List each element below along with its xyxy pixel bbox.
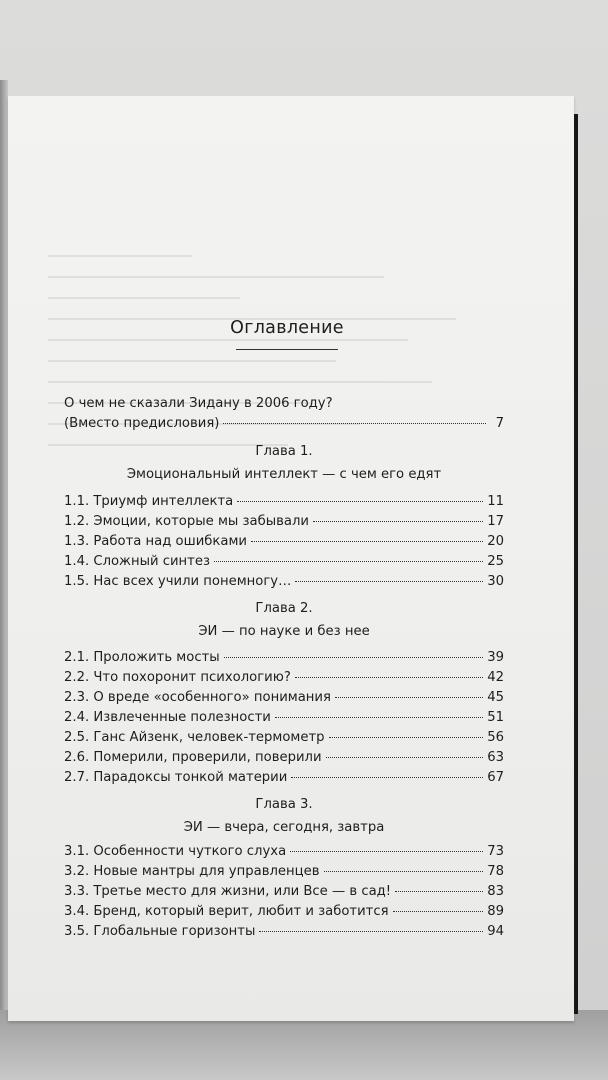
toc-entry bbox=[64, 862, 504, 882]
toc-entry bbox=[64, 572, 504, 592]
entry-page: 78 bbox=[487, 864, 504, 879]
toc-entry bbox=[64, 748, 504, 768]
toc-entry bbox=[64, 882, 504, 902]
entry-page: 39 bbox=[487, 650, 504, 665]
intro-line1: О чем не сказали Зидану в 2006 году? bbox=[64, 396, 333, 411]
leader-dots bbox=[335, 697, 483, 698]
toc-entry bbox=[64, 648, 504, 668]
entry-title: 2.3. О вреде «особенного» понимания bbox=[64, 690, 331, 705]
chapter-title: ЭИ — вчера, сегодня, завтра bbox=[183, 820, 385, 835]
intro-page: 7 bbox=[495, 416, 504, 431]
leader-dots bbox=[295, 677, 483, 678]
toc-entry bbox=[64, 512, 504, 532]
toc-entry bbox=[64, 708, 504, 728]
entry-page: 30 bbox=[487, 574, 504, 589]
toc-entry bbox=[64, 552, 504, 572]
entry-page: 83 bbox=[487, 884, 504, 899]
entry-title: 1.5. Нас всех учили понемногу… bbox=[64, 574, 292, 589]
leader-dots bbox=[291, 777, 483, 778]
entry-title: 2.6. Померили, проверили, поверили bbox=[64, 750, 322, 765]
leader-dots bbox=[214, 561, 483, 562]
entry-title: 1.1. Триумф интеллекта bbox=[64, 494, 234, 509]
leader-dots bbox=[237, 501, 483, 502]
toc-entry bbox=[64, 842, 504, 862]
book-left-edge bbox=[0, 80, 8, 1020]
leader-dots bbox=[223, 423, 486, 424]
leader-dots bbox=[251, 541, 483, 542]
entry-title: 2.5. Ганс Айзенк, человек-термометр bbox=[64, 730, 325, 745]
entry-page: 56 bbox=[487, 730, 504, 745]
leader-dots bbox=[295, 581, 483, 582]
toc-entry bbox=[64, 768, 504, 788]
entry-title: 2.1. Проложить мосты bbox=[64, 650, 220, 665]
entry-title: 3.5. Глобальные горизонты bbox=[64, 924, 256, 939]
entry-title: 3.3. Третье место для жизни, или Все — в сад! bbox=[64, 884, 392, 899]
entry-page: 25 bbox=[487, 554, 504, 569]
leader-dots bbox=[259, 931, 483, 932]
entry-title: 3.1. Особенности чуткого слуха bbox=[64, 844, 287, 859]
toc-entry bbox=[64, 668, 504, 688]
entry-page: 89 bbox=[487, 904, 504, 919]
toc-entry bbox=[64, 492, 504, 512]
leader-dots bbox=[224, 657, 484, 658]
chapter-title: ЭИ — по науке и без нее bbox=[198, 624, 370, 639]
chapter-label: Глава 1. bbox=[255, 444, 313, 459]
entry-title: 1.2. Эмоции, которые мы забывали bbox=[64, 514, 309, 529]
intro-entry bbox=[64, 394, 333, 414]
entry-page: 42 bbox=[487, 670, 504, 685]
entry-title: 3.4. Бренд, который верит, любит и заботится bbox=[64, 904, 389, 919]
leader-dots bbox=[324, 871, 484, 872]
entry-page: 67 bbox=[487, 770, 504, 785]
entry-page: 63 bbox=[487, 750, 504, 765]
entry-page: 73 bbox=[487, 844, 504, 859]
entry-title: 2.2. Что похоронит психологию? bbox=[64, 670, 291, 685]
toc-title: Оглавление bbox=[230, 318, 344, 338]
leader-dots bbox=[326, 757, 484, 758]
intro-entry-row bbox=[64, 414, 504, 434]
entry-title: 2.4. Извлеченные полезности bbox=[64, 710, 271, 725]
entry-title: 2.7. Парадоксы тонкой материи bbox=[64, 770, 288, 785]
entry-page: 94 bbox=[487, 924, 504, 939]
entry-page: 20 bbox=[487, 534, 504, 549]
toc-entry bbox=[64, 532, 504, 552]
entry-title: 3.2. Новые мантры для управленцев bbox=[64, 864, 320, 879]
bleed-through-text bbox=[48, 236, 528, 476]
leader-dots bbox=[290, 851, 483, 852]
toc-entry bbox=[64, 688, 504, 708]
leader-dots bbox=[275, 717, 483, 718]
entry-page: 11 bbox=[487, 494, 504, 509]
entry-page: 17 bbox=[487, 514, 504, 529]
leader-dots bbox=[329, 737, 484, 738]
leader-dots bbox=[393, 911, 484, 912]
toc-entry bbox=[64, 902, 504, 922]
leader-dots bbox=[395, 891, 483, 892]
chapter-label: Глава 3. bbox=[255, 797, 313, 812]
title-underline bbox=[236, 349, 338, 350]
entry-page: 45 bbox=[487, 690, 504, 705]
chapter-title: Эмоциональный интеллект — с чем его едят bbox=[126, 467, 442, 482]
chapter-label: Глава 2. bbox=[255, 601, 313, 616]
entry-title: 1.3. Работа над ошибками bbox=[64, 534, 247, 549]
toc-entry bbox=[64, 922, 504, 942]
leader-dots bbox=[313, 521, 483, 522]
entry-title: 1.4. Сложный синтез bbox=[64, 554, 210, 569]
intro-line2: (Вместо предисловия) bbox=[64, 416, 220, 431]
entry-page: 51 bbox=[487, 710, 504, 725]
toc-entry bbox=[64, 728, 504, 748]
